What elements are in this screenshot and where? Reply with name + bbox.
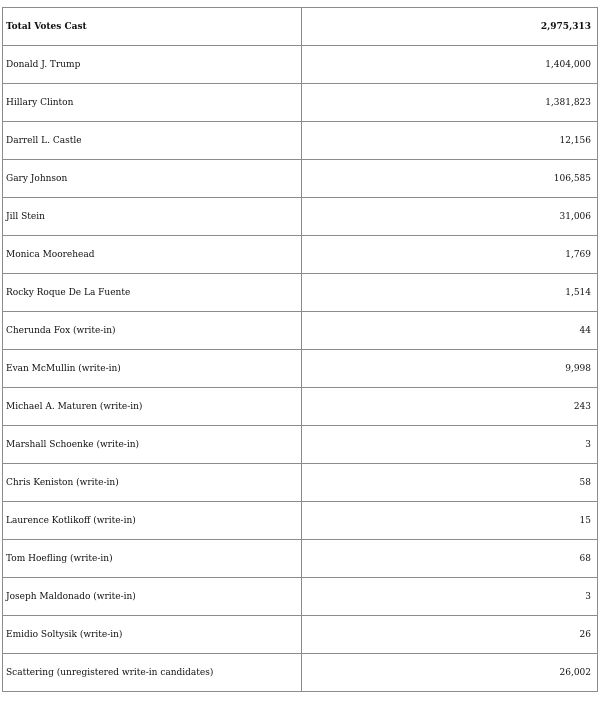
candidate-name: Rocky Roque De La Fuente	[3, 274, 302, 312]
candidate-name: Marshall Schoenke (write-in)	[3, 426, 302, 464]
candidate-name: Scattering (unregistered write-in candidates)	[3, 654, 302, 692]
candidate-votes: 1,514	[302, 274, 598, 312]
votes-table-body	[3, 8, 598, 692]
candidate-votes: 31,006	[302, 198, 598, 236]
candidate-name: Darrell L. Castle	[3, 122, 302, 160]
candidate-name: Michael A. Maturen (write-in)	[3, 388, 302, 426]
candidate-votes: 9,998	[302, 350, 598, 388]
table-row	[3, 46, 598, 84]
table-row	[3, 274, 598, 312]
table-row	[3, 578, 598, 616]
candidate-name: Gary Johnson	[3, 160, 302, 198]
table-row	[3, 616, 598, 654]
candidate-name: Emidio Soltysik (write-in)	[3, 616, 302, 654]
total-value: 2,975,313	[302, 8, 598, 46]
candidate-votes: 58	[302, 464, 598, 502]
candidate-votes: 3	[302, 426, 598, 464]
table-row	[3, 350, 598, 388]
table-row	[3, 236, 598, 274]
table-row	[3, 502, 598, 540]
candidate-votes: 243	[302, 388, 598, 426]
candidate-votes: 12,156	[302, 122, 598, 160]
table-row	[3, 654, 598, 692]
candidate-name: Evan McMullin (write-in)	[3, 350, 302, 388]
candidate-name: Chris Keniston (write-in)	[3, 464, 302, 502]
table-row	[3, 464, 598, 502]
candidate-votes: 1,381,823	[302, 84, 598, 122]
table-row	[3, 84, 598, 122]
candidate-votes: 1,404,000	[302, 46, 598, 84]
table-row	[3, 540, 598, 578]
candidate-votes: 106,585	[302, 160, 598, 198]
results-table-container	[2, 7, 597, 692]
table-row	[3, 388, 598, 426]
candidate-votes: 26	[302, 616, 598, 654]
candidate-votes: 68	[302, 540, 598, 578]
candidate-name: Jill Stein	[3, 198, 302, 236]
candidate-votes: 1,769	[302, 236, 598, 274]
candidate-name: Donald J. Trump	[3, 46, 302, 84]
table-row	[3, 312, 598, 350]
candidate-name: Tom Hoefling (write-in)	[3, 540, 302, 578]
candidate-votes: 44	[302, 312, 598, 350]
candidate-votes: 3	[302, 578, 598, 616]
candidate-name: Hillary Clinton	[3, 84, 302, 122]
candidate-votes: 15	[302, 502, 598, 540]
total-label: Total Votes Cast	[3, 8, 302, 46]
candidate-votes: 26,002	[302, 654, 598, 692]
table-row	[3, 426, 598, 464]
candidate-name: Joseph Maldonado (write-in)	[3, 578, 302, 616]
table-row	[3, 122, 598, 160]
total-row	[3, 8, 598, 46]
candidate-name: Laurence Kotlikoff (write-in)	[3, 502, 302, 540]
table-row	[3, 198, 598, 236]
votes-table	[2, 7, 598, 692]
candidate-name: Cherunda Fox (write-in)	[3, 312, 302, 350]
candidate-name: Monica Moorehead	[3, 236, 302, 274]
table-row	[3, 160, 598, 198]
